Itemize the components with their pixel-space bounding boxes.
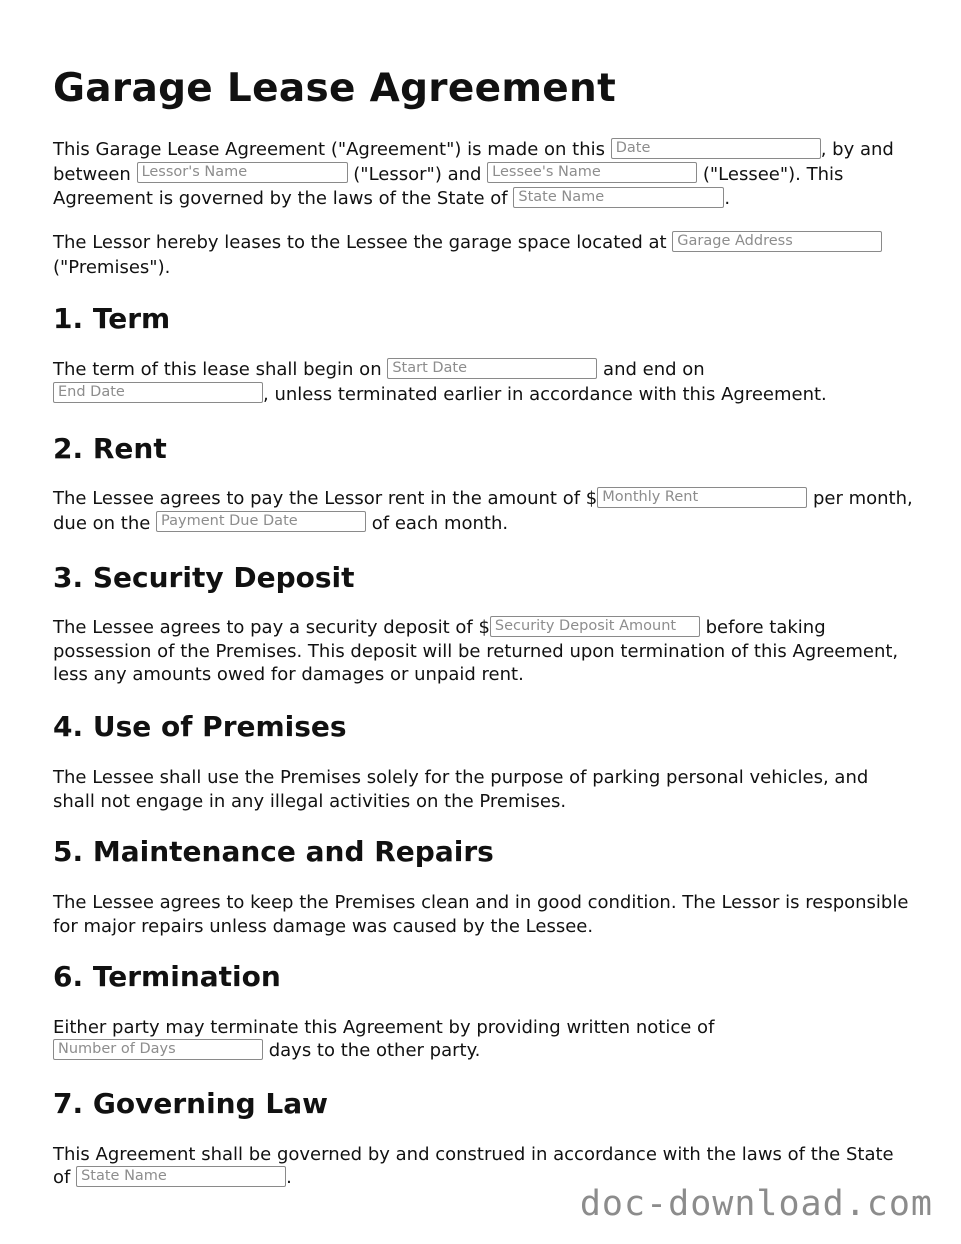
security-deposit-field[interactable]: Security Deposit Amount <box>490 616 700 637</box>
watermark: doc-download.com <box>579 1184 933 1224</box>
section-heading-termination: 6. Termination <box>53 960 281 993</box>
governing-law-paragraph <box>53 1143 913 1189</box>
maintenance-paragraph: The Lessee agrees to keep the Premises clean and in good condition. The Lessor is responsible for major repairs unless damage was caused by the Lessee. <box>53 892 909 937</box>
section-heading-rent: 2. Rent <box>53 432 167 465</box>
payment-due-date-field[interactable]: Payment Due Date <box>156 511 366 532</box>
monthly-rent-field[interactable]: Monthly Rent <box>597 487 807 508</box>
state-name-field-2[interactable]: State Name <box>76 1166 286 1187</box>
rent-text: of each month. <box>366 512 509 534</box>
state-name-field[interactable]: State Name <box>513 187 724 208</box>
intro-paragraph <box>53 138 913 212</box>
section-heading-maintenance: 5. Maintenance and Repairs <box>53 835 494 868</box>
term-text: and end on <box>597 359 705 380</box>
section-heading-term: 1. Term <box>53 302 171 335</box>
termination-text: days to the other party. <box>263 1040 481 1061</box>
term-text: , unless terminated earlier in accordance with this Agreement. <box>263 383 827 405</box>
intro-text: ("Lessor") and <box>347 163 488 185</box>
section-heading-use-of-premises: 4. Use of Premises <box>53 710 347 743</box>
use-of-premises-paragraph: The Lessee shall use the Premises solely for the purpose of parking personal vehicles, and shall not engage in any illegal activities on the Premises. <box>53 767 869 812</box>
premises-text: ("Premises"). <box>53 256 171 278</box>
rent-paragraph <box>53 487 913 536</box>
section-heading-security-deposit: 3. Security Deposit <box>53 561 355 594</box>
deposit-text: before taking possession of the Premises. This deposit will be returned upon termination of this Agreement, less any amounts owed for damages or unpaid rent. <box>53 617 899 685</box>
document-title: Garage Lease Agreement <box>53 66 617 111</box>
deposit-text: The Lessee agrees to pay a security deposit of $ <box>53 617 490 638</box>
section-heading-governing-law: 7. Governing Law <box>53 1087 328 1120</box>
premises-paragraph <box>53 231 913 280</box>
governing-law-text: This Agreement shall be governed by and construed in accordance with the laws of the State of <box>53 1144 894 1188</box>
rent-text: per month, due on the <box>53 488 913 534</box>
garage-address-field[interactable]: Garage Address <box>672 231 882 252</box>
date-field[interactable]: Date <box>611 138 821 159</box>
intro-text: . <box>724 188 731 209</box>
termination-paragraph <box>53 1016 913 1062</box>
premises-text: The Lessor hereby leases to the Lessee the garage space located at <box>53 232 673 253</box>
termination-text: Either party may terminate this Agreement by providing written notice of <box>53 1017 715 1038</box>
intro-text: This Garage Lease Agreement ("Agreement") is made on this <box>53 139 611 160</box>
intro-text: , by and between <box>53 139 894 185</box>
rent-text: The Lessee agrees to pay the Lessor rent in the amount of $ <box>53 488 598 509</box>
lessee-name-field[interactable]: Lessee's Name <box>487 162 697 183</box>
governing-law-text: . <box>286 1167 292 1188</box>
lessor-name-field[interactable]: Lessor's Name <box>137 162 348 183</box>
number-of-days-field[interactable]: Number of Days <box>53 1039 263 1060</box>
term-text: The term of this lease shall begin on <box>53 359 388 380</box>
security-deposit-paragraph <box>53 616 913 687</box>
term-paragraph <box>53 358 913 407</box>
intro-text: ("Lessee"). This Agreement is governed by the laws of the State of <box>53 163 844 209</box>
end-date-field[interactable]: End Date <box>53 382 263 403</box>
start-date-field[interactable]: Start Date <box>387 358 597 379</box>
